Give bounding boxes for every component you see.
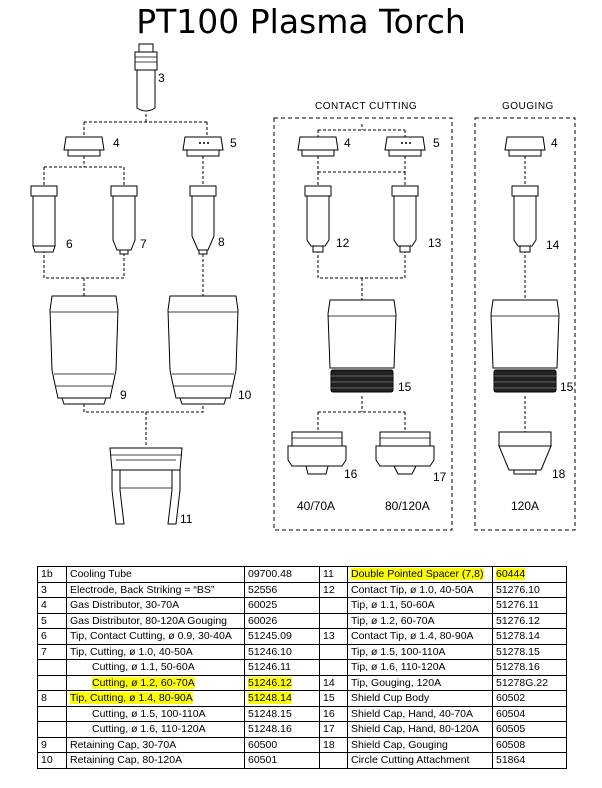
description-cell <box>67 629 245 645</box>
description-cell <box>348 753 493 769</box>
part-number: 60501 <box>248 754 278 767</box>
description: Tip, ø 1.2, 60-70A <box>351 614 435 627</box>
item-number-cell <box>320 613 348 629</box>
description-cell <box>348 567 493 583</box>
description: Shield Cap, Hand, 80-120A <box>351 723 479 736</box>
item-number-cell <box>38 675 67 691</box>
section-contact-cutting: CONTACT CUTTING <box>315 101 418 112</box>
part-number-cell <box>493 722 567 738</box>
part-number: 51246.11 <box>248 661 292 674</box>
part-label-18: 18 <box>552 467 566 481</box>
part-number: 51245.09 <box>248 630 292 643</box>
part-number-cell <box>245 644 320 660</box>
part-label-5: 5 <box>230 136 237 150</box>
description: Double Pointed Spacer (7,8) <box>351 568 484 581</box>
item-number-cell <box>320 660 348 676</box>
description-cell <box>348 629 493 645</box>
item-number-cell <box>38 737 67 753</box>
item-number-cell <box>320 629 348 645</box>
gouging-tip-14 <box>512 186 538 252</box>
part-label-9: 9 <box>120 388 127 402</box>
part-number-cell <box>493 706 567 722</box>
item-number-cell <box>320 567 348 583</box>
description-cell <box>348 706 493 722</box>
tip-6 <box>31 186 57 252</box>
part-number: 51246.10 <box>248 645 292 658</box>
part-number-cell <box>245 598 320 614</box>
description: Tip, ø 1.5, 100-110A <box>351 645 446 658</box>
double-pointed-spacer-11 <box>110 448 182 524</box>
shield-cap-16 <box>288 432 346 474</box>
table-row <box>38 567 567 583</box>
part-number: 60504 <box>496 707 526 720</box>
description: Shield Cap, Hand, 40-70A <box>351 707 473 720</box>
part-number: 51246.12 <box>248 676 292 689</box>
part-number: 60444 <box>496 568 526 581</box>
description-cell <box>67 706 245 722</box>
item-number-cell <box>38 706 67 722</box>
description-cell <box>348 613 493 629</box>
shield-cup-body-15-gouging <box>491 300 559 392</box>
description-cell <box>348 660 493 676</box>
description: Cutting, ø 1.6, 110-120A <box>92 723 206 736</box>
part-number-cell <box>245 582 320 598</box>
description: Cutting, ø 1.2, 60-70A <box>92 676 195 689</box>
part-number-cell <box>245 629 320 645</box>
description: Tip, Gouging, 120A <box>351 676 442 689</box>
part-number: 52556 <box>248 583 278 596</box>
table-row <box>38 582 567 598</box>
item-number-cell <box>38 644 67 660</box>
part-number: 51276.10 <box>496 583 540 596</box>
item-number: 7 <box>41 645 47 658</box>
section-gouging: GOUGING <box>502 101 554 112</box>
description-cell <box>67 722 245 738</box>
table-row <box>38 675 567 691</box>
item-number-cell <box>320 691 348 707</box>
part-number: 51278.16 <box>496 661 540 674</box>
part-label-5-contact: 5 <box>433 136 440 150</box>
part-number: 60026 <box>248 614 278 627</box>
part-label-4-contact: 4 <box>344 136 351 150</box>
part-label-12: 12 <box>336 236 350 250</box>
part-number: 60500 <box>248 738 278 751</box>
table-row <box>38 737 567 753</box>
part-number: 51278G.22 <box>496 676 548 689</box>
table-row <box>38 753 567 769</box>
retaining-cap-10 <box>168 296 238 404</box>
description: Tip, Contact Cutting, ø 0.9, 30-40A <box>70 630 232 643</box>
item-number: 14 <box>323 676 335 689</box>
item-number-cell <box>320 644 348 660</box>
caption-17: 80/120A <box>385 499 430 513</box>
description-cell <box>67 737 245 753</box>
description: Retaining Cap, 80-120A <box>70 754 183 767</box>
gas-distributor-4-left <box>64 137 104 156</box>
description-cell <box>348 737 493 753</box>
item-number-cell <box>38 598 67 614</box>
description-cell <box>67 753 245 769</box>
gas-distributor-4-contact <box>298 137 338 156</box>
part-label-7: 7 <box>140 237 147 251</box>
shield-cup-body-15-contact <box>328 300 396 392</box>
item-number-cell <box>320 737 348 753</box>
description-cell <box>67 644 245 660</box>
table-row <box>38 722 567 738</box>
description: Retaining Cap, 30-70A <box>70 738 177 751</box>
tip-7 <box>111 186 137 254</box>
part-number-cell <box>493 660 567 676</box>
item-number: 8 <box>41 692 47 705</box>
item-number: 18 <box>323 738 335 751</box>
description: Tip, ø 1.6, 110-120A <box>351 661 446 674</box>
table-row <box>38 644 567 660</box>
description: Shield Cup Body <box>351 692 430 705</box>
item-number: 4 <box>41 599 47 612</box>
item-number-cell <box>38 660 67 676</box>
part-label-14: 14 <box>546 238 560 252</box>
description-cell <box>67 567 245 583</box>
description: Cutting, ø 1.1, 50-60A <box>92 661 195 674</box>
description: Tip, Cutting, ø 1.4, 80-90A <box>70 692 193 705</box>
part-number-cell <box>245 722 320 738</box>
description-cell <box>67 660 245 676</box>
part-number-cell <box>493 629 567 645</box>
description: Cutting, ø 1.5, 100-110A <box>92 707 206 720</box>
item-number-cell <box>38 613 67 629</box>
part-number-cell <box>493 567 567 583</box>
part-label-6: 6 <box>66 237 73 251</box>
description-cell <box>67 613 245 629</box>
item-number: 9 <box>41 738 47 751</box>
part-label-10: 10 <box>238 388 252 402</box>
item-number: 16 <box>323 707 335 720</box>
part-number: 51248.14 <box>248 692 292 705</box>
electrode-part <box>135 44 157 111</box>
part-label-11: 11 <box>180 512 193 526</box>
part-number: 51864 <box>496 754 526 767</box>
part-number: 60505 <box>496 723 526 736</box>
item-number-cell <box>320 598 348 614</box>
tip-8 <box>190 186 216 254</box>
item-number-cell <box>320 753 348 769</box>
item-number-cell <box>38 629 67 645</box>
item-number-cell <box>38 582 67 598</box>
item-number: 12 <box>323 583 335 596</box>
part-label-13: 13 <box>428 236 442 250</box>
item-number: 1b <box>41 568 53 581</box>
item-number-cell <box>38 567 67 583</box>
table-row <box>38 706 567 722</box>
description-cell <box>348 644 493 660</box>
part-number-cell <box>245 737 320 753</box>
contact-tip-13 <box>392 186 418 252</box>
item-number-cell <box>320 722 348 738</box>
item-number-cell <box>320 675 348 691</box>
page-title: PT100 Plasma Torch <box>136 2 466 41</box>
description: Shield Cap, Gouging <box>351 738 448 751</box>
description-cell <box>348 691 493 707</box>
part-number: 09700.48 <box>248 568 292 581</box>
description: Electrode, Back Striking = “BS” <box>70 583 215 596</box>
part-label-3: 3 <box>158 71 165 85</box>
part-number-cell <box>493 753 567 769</box>
item-number: 10 <box>41 754 53 767</box>
part-number-cell <box>493 691 567 707</box>
item-number: 6 <box>41 630 47 643</box>
contact-tip-12 <box>305 186 331 252</box>
part-label-15: 15 <box>398 380 412 394</box>
description: Circle Cutting Attachment <box>351 754 470 767</box>
part-number-cell <box>493 613 567 629</box>
description-cell <box>67 691 245 707</box>
gas-distributor-5-left <box>183 137 223 156</box>
part-number-cell <box>493 644 567 660</box>
part-number-cell <box>493 675 567 691</box>
description: Gas Distributor, 80-120A Gouging <box>70 614 228 627</box>
table-row <box>38 660 567 676</box>
part-label-17: 17 <box>433 470 447 484</box>
description: Tip, Cutting, ø 1.0, 40-50A <box>70 645 193 658</box>
part-number-cell <box>245 660 320 676</box>
item-number-cell <box>320 706 348 722</box>
part-label-4-gouging: 4 <box>551 136 558 150</box>
shield-cap-17 <box>376 432 434 474</box>
description-cell <box>348 598 493 614</box>
description-cell <box>67 598 245 614</box>
part-number: 51248.15 <box>248 707 292 720</box>
description: Gas Distributor, 30-70A <box>70 599 180 612</box>
part-number-cell <box>245 675 320 691</box>
table-row <box>38 598 567 614</box>
part-number: 51278.14 <box>496 630 540 643</box>
item-number-cell <box>38 753 67 769</box>
description: Cooling Tube <box>70 568 132 581</box>
parts-table <box>37 566 567 769</box>
item-number-cell <box>38 691 67 707</box>
retaining-cap-9 <box>50 296 118 404</box>
gas-distributor-4-gouging <box>505 137 545 156</box>
part-label-16: 16 <box>344 467 358 481</box>
gas-distributor-5-contact <box>385 137 425 156</box>
item-number: 5 <box>41 614 47 627</box>
part-number-cell <box>245 706 320 722</box>
shield-cap-18 <box>499 432 551 474</box>
description-cell <box>348 582 493 598</box>
part-number: 51276.12 <box>496 614 540 627</box>
item-number: 17 <box>323 723 335 736</box>
part-number: 51278.15 <box>496 645 540 658</box>
description: Contact Tip, ø 1.0, 40-50A <box>351 583 474 596</box>
part-label-15-gouging: 15 <box>560 380 574 394</box>
part-number: 60025 <box>248 599 278 612</box>
part-number: 60508 <box>496 738 526 751</box>
item-number: 13 <box>323 630 335 643</box>
description: Contact Tip, ø 1.4, 80-90A <box>351 630 474 643</box>
part-number: 51276.11 <box>496 599 540 612</box>
part-label-4: 4 <box>113 136 120 150</box>
item-number: 11 <box>323 568 334 581</box>
part-number-cell <box>493 598 567 614</box>
description-cell <box>67 675 245 691</box>
part-number-cell <box>493 737 567 753</box>
part-number: 51248.16 <box>248 723 292 736</box>
part-number-cell <box>493 582 567 598</box>
caption-16: 40/70A <box>297 499 336 513</box>
description-cell <box>348 722 493 738</box>
table-row <box>38 613 567 629</box>
item-number: 15 <box>323 692 335 705</box>
part-number-cell <box>245 567 320 583</box>
description-cell <box>67 582 245 598</box>
table-row <box>38 691 567 707</box>
part-number-cell <box>245 691 320 707</box>
part-number-cell <box>245 613 320 629</box>
description: Tip, ø 1.1, 50-60A <box>351 599 435 612</box>
part-number: 60502 <box>496 692 526 705</box>
item-number-cell <box>320 582 348 598</box>
item-number: 3 <box>41 583 47 596</box>
description-cell <box>348 675 493 691</box>
part-label-8: 8 <box>218 235 225 249</box>
table-row <box>38 629 567 645</box>
item-number-cell <box>38 722 67 738</box>
part-number-cell <box>245 753 320 769</box>
caption-18: 120A <box>511 499 540 513</box>
